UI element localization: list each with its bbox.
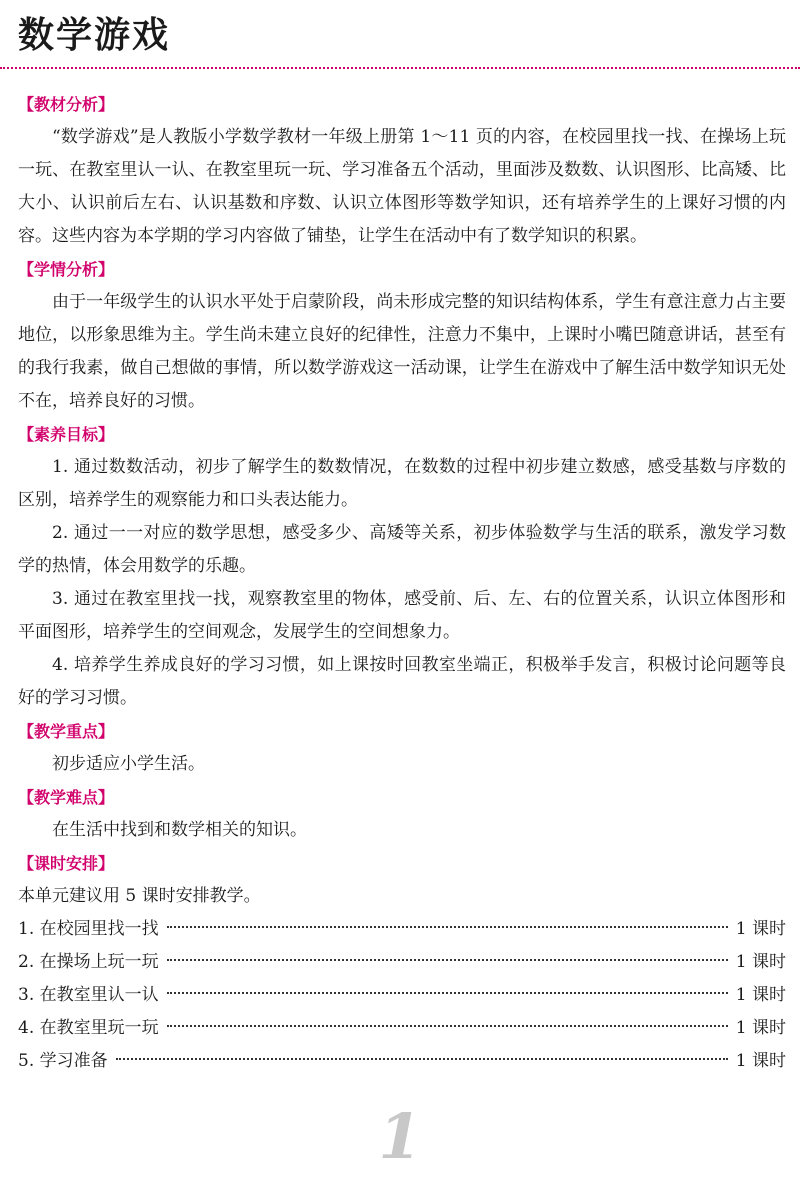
title-divider [0, 67, 800, 69]
goal-item-3: 3. 通过在教室里找一找，观察教室里的物体，感受前、后、左、右的位置关系，认识立体图形和平面图形，培养学生的空间观念，发展学生的空间想象力。 [18, 589, 786, 642]
dot-leader [167, 926, 728, 928]
section-teaching-difficulty [18, 781, 786, 847]
schedule-item-label: 4. 在教室里玩一玩 [18, 1018, 159, 1038]
goal-item-1: 1. 通过数数活动，初步了解学生的数数情况，在数数的过程中初步建立数感，感受基数与序数的区别，培养学生的观察能力和口头表达能力。 [18, 457, 786, 510]
schedule-row [18, 1045, 786, 1078]
section-heading: 【学情分析】 [18, 260, 115, 279]
section-teaching-focus [18, 715, 786, 781]
document-body [18, 88, 786, 1078]
dot-leader [167, 1025, 728, 1027]
section-literacy-goals [18, 418, 786, 715]
section-paragraph: 由于一年级学生的认识水平处于启蒙阶段，尚未形成完整的知识结构体系，学生有意注意力占主要地位，以形象思维为主。学生尚未建立良好的纪律性，注意力不集中，上课时小嘴巴随意讲话，甚至有的我行我素，做自己想做的事情，所以数学游戏这一活动课，让学生在游戏中了解生活中数学知识无处不在，培养良好的习惯。 [18, 292, 786, 411]
schedule-item-hours: 1 课时 [735, 919, 786, 939]
section-paragraph: 初步适应小学生活。 [52, 754, 205, 774]
section-textbook-analysis [18, 88, 786, 253]
section-heading: 【素养目标】 [18, 425, 115, 444]
section-student-analysis [18, 253, 786, 418]
section-paragraph: 在生活中找到和数学相关的知识。 [52, 820, 307, 840]
schedule-item-hours: 1 课时 [735, 1051, 786, 1071]
schedule-row [18, 979, 786, 1012]
schedule-intro: 本单元建议用 5 课时安排教学。 [18, 886, 261, 906]
schedule-row [18, 946, 786, 979]
section-lesson-schedule [18, 847, 786, 1078]
goal-item-2: 2. 通过一一对应的数学思想，感受多少、高矮等关系，初步体验数学与生活的联系，激发学习数学的热情，体会用数学的乐趣。 [18, 523, 786, 576]
page-number: 1 [378, 1100, 422, 1173]
schedule-item-label: 2. 在操场上玩一玩 [18, 952, 159, 972]
section-heading: 【课时安排】 [18, 854, 115, 873]
section-heading: 【教学重点】 [18, 722, 115, 741]
goal-item-4: 4. 培养学生养成良好的学习习惯，如上课按时回教室坐端正，积极举手发言，积极讨论问题等良好的学习习惯。 [18, 655, 786, 708]
schedule-item-label: 1. 在校园里找一找 [18, 919, 159, 939]
section-heading: 【教材分析】 [18, 95, 115, 114]
schedule-item-hours: 1 课时 [735, 985, 786, 1005]
schedule-item-hours: 1 课时 [735, 1018, 786, 1038]
schedule-item-hours: 1 课时 [735, 952, 786, 972]
schedule-item-label: 5. 学习准备 [18, 1051, 108, 1071]
dot-leader [167, 959, 728, 961]
schedule-row [18, 913, 786, 946]
schedule-row [18, 1012, 786, 1045]
dot-leader [167, 992, 728, 994]
section-heading: 【教学难点】 [18, 788, 115, 807]
dot-leader [116, 1058, 728, 1060]
schedule-item-label: 3. 在教室里认一认 [18, 985, 159, 1005]
page-title: 数学游戏 [18, 15, 171, 56]
section-paragraph: “数学游戏”是人教版小学数学教材一年级上册第 1～11 页的内容，在校园里找一找、在操场上玩一玩、在教室里认一认、在教室里玩一玩、学习准备五个活动，里面涉及数数、认识图形、比高矮、比大小、认识前后左右、认识基数和序数、认识立体图形等数学知识，还有培养学生的上课好习惯的内容。这些内容为本学期的学习内容做了铺垫，让学生在活动中有了数学知识的积累。 [18, 127, 786, 246]
